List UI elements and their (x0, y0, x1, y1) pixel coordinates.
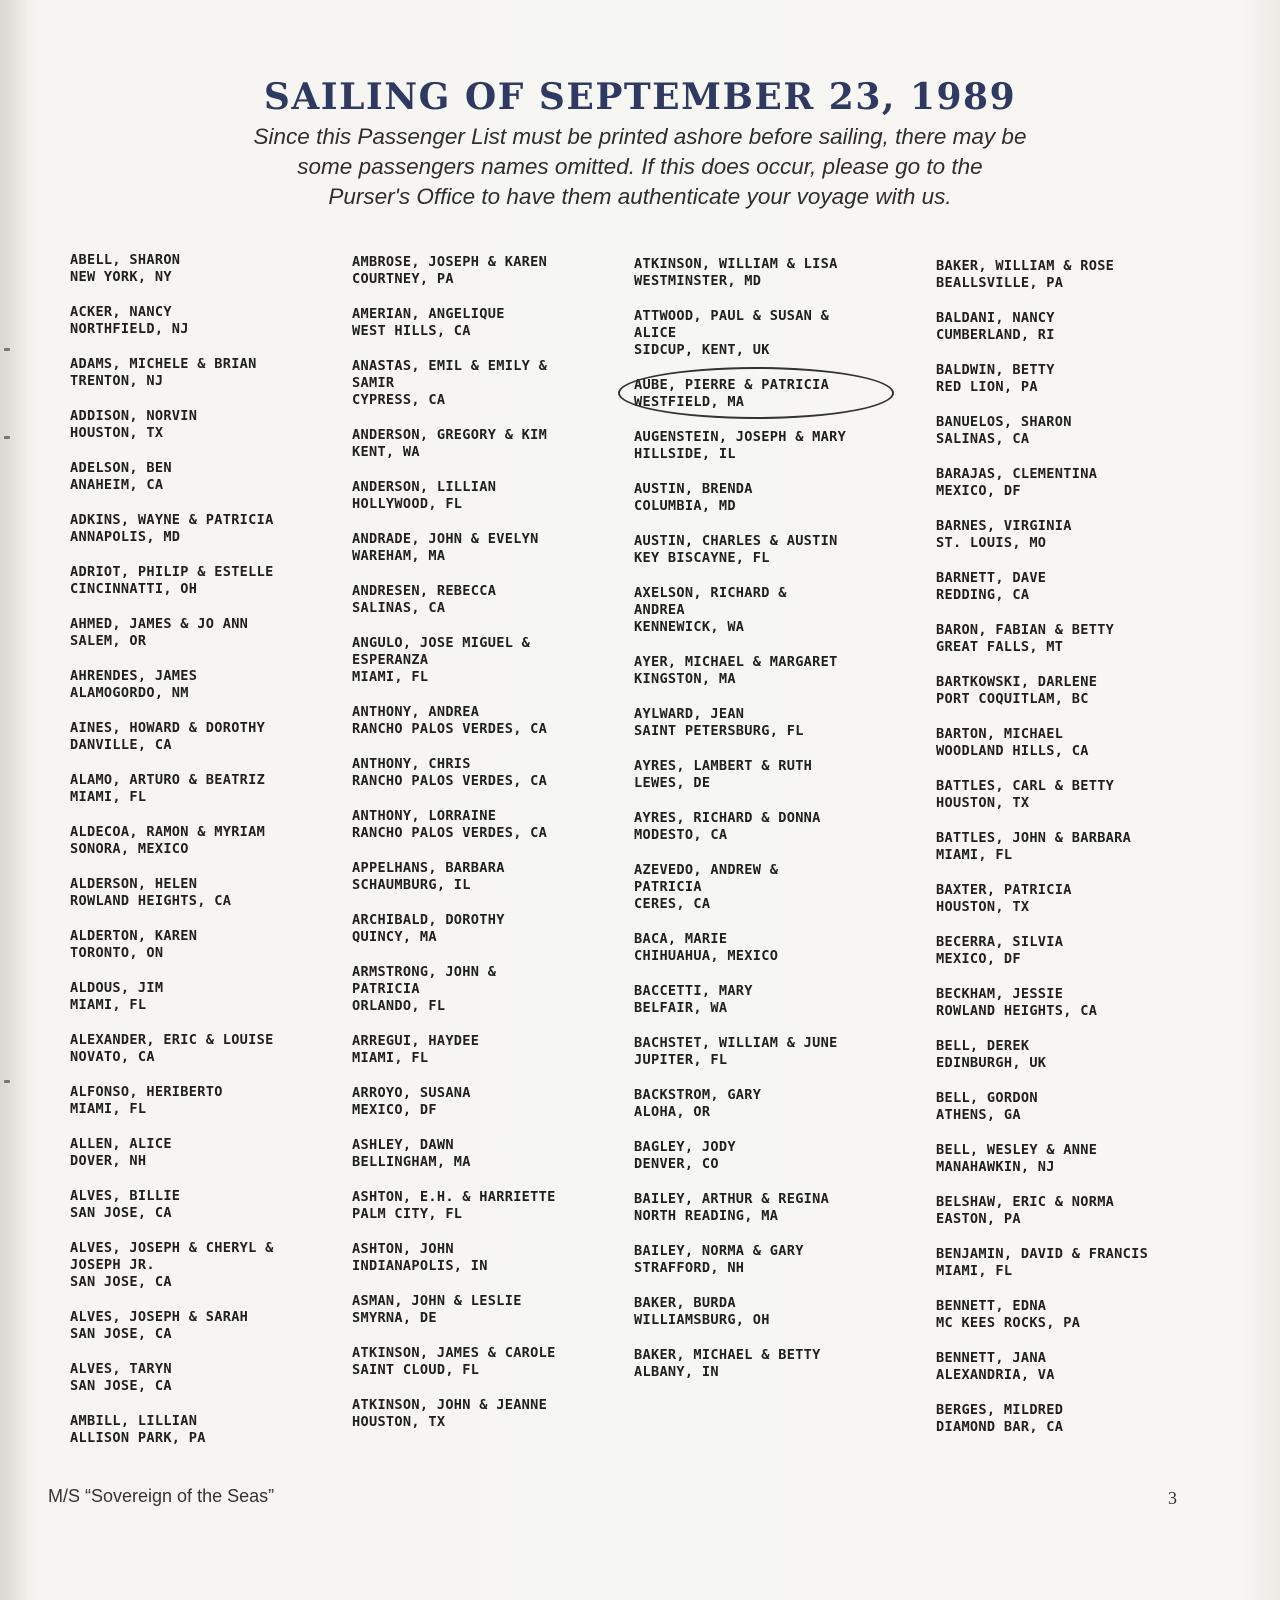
passenger-name: APPELHANS, BARBARA (352, 860, 505, 876)
passenger-name: BARTKOWSKI, DARLENE (936, 674, 1098, 690)
passenger-entry (352, 1137, 652, 1171)
passenger-name: ALVES, TARYN (70, 1361, 172, 1377)
passenger-hometown: MIAMI, FL (70, 789, 147, 805)
passenger-name: ANTHONY, LORRAINE (352, 808, 497, 824)
passenger-entry (936, 1090, 1236, 1124)
passenger-name: ASHTON, E.H. & HARRIETTE (352, 1189, 556, 1205)
passenger-hometown: BEALLSVILLE, PA (936, 275, 1064, 291)
passenger-name: BANUELOS, SHARON (936, 414, 1072, 430)
passenger-hometown: RED LION, PA (936, 379, 1038, 395)
passenger-hometown: SAINT PETERSBURG, FL (634, 723, 804, 739)
passenger-hometown: ANNAPOLIS, MD (70, 529, 181, 545)
passenger-hometown: NORTH READING, MA (634, 1208, 779, 1224)
passenger-hometown: HOUSTON, TX (70, 425, 164, 441)
passenger-hometown: TORONTO, ON (70, 945, 164, 961)
passenger-name: BATTLES, CARL & BETTY (936, 778, 1115, 794)
passenger-name: BAXTER, PATRICIA (936, 882, 1072, 898)
passenger-hometown: MIAMI, FL (352, 669, 429, 685)
passenger-name: BERGES, MILDRED (936, 1402, 1064, 1418)
passenger-entry (936, 1298, 1236, 1332)
passenger-column-1 (70, 252, 370, 1465)
passenger-name: ALDOUS, JIM (70, 980, 164, 996)
passenger-hometown: MIAMI, FL (936, 847, 1013, 863)
passenger-name: AHMED, JAMES & JO ANN (70, 616, 249, 632)
passenger-hometown: ORLANDO, FL (352, 998, 446, 1014)
passenger-entry (936, 1194, 1236, 1228)
passenger-name: BELL, DEREK (936, 1038, 1030, 1054)
passenger-name: ANDRESEN, REBECCA (352, 583, 497, 599)
passenger-entry (70, 1188, 370, 1222)
passenger-entry (936, 570, 1236, 604)
passenger-name: ANGULO, JOSE MIGUEL & (352, 635, 531, 651)
passenger-entry (352, 427, 652, 461)
passenger-hometown: COLUMBIA, MD (634, 498, 736, 514)
passenger-entry (634, 1139, 934, 1173)
passenger-entry (936, 258, 1236, 292)
passenger-columns (0, 252, 1280, 1482)
passenger-hometown: SMYRNA, DE (352, 1310, 437, 1326)
notice-line: some passengers names omitted. If this does occur, please go to the (297, 154, 983, 179)
passenger-hometown: LEWES, DE (634, 775, 711, 791)
passenger-hometown: NEW YORK, NY (70, 269, 172, 285)
passenger-name: ADAMS, MICHELE & BRIAN (70, 356, 257, 372)
passenger-hometown: REDDING, CA (936, 587, 1030, 603)
passenger-name: ANASTAS, EMIL & EMILY & (352, 358, 548, 374)
passenger-hometown: ALOHA, OR (634, 1104, 711, 1120)
passenger-name: BARNES, VIRGINIA (936, 518, 1072, 534)
passenger-hometown: COURTNEY, PA (352, 271, 454, 287)
passenger-entry (70, 564, 370, 598)
passenger-name: ALFONSO, HERIBERTO (70, 1084, 223, 1100)
passenger-hometown: SAINT CLOUD, FL (352, 1362, 480, 1378)
passenger-name: ALVES, JOSEPH & SARAH (70, 1309, 249, 1325)
passenger-entry (936, 362, 1236, 396)
passenger-hometown: NORTHFIELD, NJ (70, 321, 189, 337)
passenger-hometown: WESTMINSTER, MD (634, 273, 762, 289)
passenger-name: ANTHONY, CHRIS (352, 756, 471, 772)
passenger-name: ASHTON, JOHN (352, 1241, 454, 1257)
passenger-name: AXELSON, RICHARD & (634, 585, 787, 601)
passenger-hometown: SAN JOSE, CA (70, 1205, 172, 1221)
passenger-hometown: EASTON, PA (936, 1211, 1021, 1227)
passenger-entry (70, 1240, 370, 1291)
passenger-hometown: ATHENS, GA (936, 1107, 1021, 1123)
passenger-name: AZEVEDO, ANDREW & (634, 862, 779, 878)
passenger-entry (634, 1243, 934, 1277)
passenger-name-continued: ESPERANZA (352, 652, 429, 668)
passenger-hometown: MC KEES ROCKS, PA (936, 1315, 1081, 1331)
passenger-name: ATTWOOD, PAUL & SUSAN & (634, 308, 830, 324)
passenger-hometown: MEXICO, DF (936, 483, 1021, 499)
passenger-hometown: CERES, CA (634, 896, 711, 912)
passenger-hometown: SALINAS, CA (936, 431, 1030, 447)
passenger-name-continued: ALICE (634, 325, 677, 341)
passenger-entry (70, 876, 370, 910)
passenger-hometown: CINCINNATTI, OH (70, 581, 198, 597)
passenger-entry (352, 583, 652, 617)
passenger-hometown: BELFAIR, WA (634, 1000, 728, 1016)
passenger-name: ALVES, BILLIE (70, 1188, 181, 1204)
passenger-hometown: RANCHO PALOS VERDES, CA (352, 721, 548, 737)
passenger-entry (936, 674, 1236, 708)
passenger-entry (936, 466, 1236, 500)
passenger-name: BELL, WESLEY & ANNE (936, 1142, 1098, 1158)
page-title: SAILING OF SEPTEMBER 23, 1989 (263, 76, 1017, 118)
passenger-name-continued: SAMIR (352, 375, 395, 391)
ship-name: M/S “Sovereign of the Seas” (48, 1486, 275, 1506)
passenger-name: ATKINSON, JOHN & JEANNE (352, 1397, 548, 1413)
passenger-entry (352, 1033, 652, 1067)
passenger-entry (70, 824, 370, 858)
page-number: 3 (1168, 1488, 1177, 1508)
passenger-entry (634, 1347, 934, 1381)
passenger-entry (936, 1038, 1236, 1072)
passenger-name: ALAMO, ARTURO & BEATRIZ (70, 772, 266, 788)
passenger-entry (634, 1295, 934, 1329)
passenger-name: BACKSTROM, GARY (634, 1087, 762, 1103)
notice-line: Purser's Office to have them authenticate your voyage with us. (328, 184, 952, 209)
passenger-entry (352, 531, 652, 565)
passenger-name: BARTON, MICHAEL (936, 726, 1064, 742)
passenger-name: BARON, FABIAN & BETTY (936, 622, 1115, 638)
passenger-entry-circled (634, 377, 934, 411)
passenger-hometown: MIAMI, FL (936, 1263, 1013, 1279)
passenger-name: AMERIAN, ANGELIQUE (352, 306, 505, 322)
passenger-hometown: WEST HILLS, CA (352, 323, 471, 339)
passenger-hometown: KENT, WA (352, 444, 420, 460)
passenger-entry (634, 758, 934, 792)
passenger-name: ATKINSON, WILLIAM & LISA (634, 256, 838, 272)
passenger-hometown: INDIANAPOLIS, IN (352, 1258, 488, 1274)
passenger-hometown: SAN JOSE, CA (70, 1378, 172, 1394)
passenger-name: ALDERTON, KAREN (70, 928, 198, 944)
passenger-entry (70, 928, 370, 962)
passenger-hometown: DOVER, NH (70, 1153, 147, 1169)
passenger-entry (70, 356, 370, 390)
passenger-entry (70, 980, 370, 1014)
passenger-name: AUSTIN, BRENDA (634, 481, 753, 497)
passenger-name: ADDISON, NORVIN (70, 408, 198, 424)
passenger-entry (352, 756, 652, 790)
passenger-hometown: ROWLAND HEIGHTS, CA (70, 893, 232, 909)
passenger-entry (70, 1084, 370, 1118)
passenger-hometown: SONORA, MEXICO (70, 841, 189, 857)
passenger-entry (634, 308, 934, 359)
passenger-name: BARNETT, DAVE (936, 570, 1047, 586)
passenger-name: BAKER, MICHAEL & BETTY (634, 1347, 821, 1363)
passenger-entry (352, 1345, 652, 1379)
passenger-name: AYRES, RICHARD & DONNA (634, 810, 821, 826)
passenger-notice (160, 122, 1120, 212)
passenger-name: ANTHONY, ANDREA (352, 704, 480, 720)
passenger-entry (70, 252, 370, 286)
passenger-name: ASHLEY, DAWN (352, 1137, 454, 1153)
passenger-entry (70, 616, 370, 650)
passenger-hometown: ALAMOGORDO, NM (70, 685, 189, 701)
passenger-hometown: SAN JOSE, CA (70, 1326, 172, 1342)
passenger-entry (936, 518, 1236, 552)
passenger-entry (634, 429, 934, 463)
passenger-hometown: BELLINGHAM, MA (352, 1154, 471, 1170)
passenger-entry (936, 1246, 1236, 1280)
passenger-entry (70, 1413, 370, 1447)
passenger-hometown: HOLLYWOOD, FL (352, 496, 463, 512)
passenger-hometown: SIDCUP, KENT, UK (634, 342, 770, 358)
passenger-hometown: MIAMI, FL (70, 1101, 147, 1117)
passenger-entry (70, 1361, 370, 1395)
passenger-entry (634, 862, 934, 913)
passenger-hometown: ALEXANDRIA, VA (936, 1367, 1055, 1383)
passenger-name: BENNETT, JANA (936, 1350, 1047, 1366)
passenger-entry (352, 860, 652, 894)
passenger-name: ADRIOT, PHILIP & ESTELLE (70, 564, 274, 580)
passenger-name: BENJAMIN, DAVID & FRANCIS (936, 1246, 1149, 1262)
passenger-entry (634, 256, 934, 290)
passenger-column-4 (936, 258, 1236, 1454)
passenger-entry (352, 1397, 652, 1431)
passenger-entry (936, 830, 1236, 864)
passenger-hometown: STRAFFORD, NH (634, 1260, 745, 1276)
passenger-entry (936, 414, 1236, 448)
passenger-entry (936, 778, 1236, 812)
passenger-name: ADELSON, BEN (70, 460, 172, 476)
passenger-hometown: CYPRESS, CA (352, 392, 446, 408)
passenger-entry (634, 983, 934, 1017)
passenger-name: BACCETTI, MARY (634, 983, 753, 999)
passenger-hometown: WILLIAMSBURG, OH (634, 1312, 770, 1328)
passenger-entry (352, 635, 652, 686)
passenger-hometown: ROWLAND HEIGHTS, CA (936, 1003, 1098, 1019)
passenger-name: BATTLES, JOHN & BARBARA (936, 830, 1132, 846)
passenger-hometown: CUMBERLAND, RI (936, 327, 1055, 343)
passenger-name-continued: PATRICIA (352, 981, 420, 997)
passenger-name: AMBILL, LILLIAN (70, 1413, 198, 1429)
passenger-name: BAILEY, ARTHUR & REGINA (634, 1191, 830, 1207)
passenger-entry (634, 1087, 934, 1121)
passenger-entry (70, 1309, 370, 1343)
passenger-entry (936, 1402, 1236, 1436)
passenger-entry (936, 934, 1236, 968)
passenger-name-continued: ANDREA (634, 602, 685, 618)
passenger-hometown: WAREHAM, MA (352, 548, 446, 564)
passenger-entry (352, 808, 652, 842)
passenger-name: ALLEN, ALICE (70, 1136, 172, 1152)
passenger-entry (70, 720, 370, 754)
passenger-hometown: PALM CITY, FL (352, 1206, 463, 1222)
passenger-hometown: MANAHAWKIN, NJ (936, 1159, 1055, 1175)
passenger-entry (352, 912, 652, 946)
passenger-entry (352, 964, 652, 1015)
passenger-hometown: HILLSIDE, IL (634, 446, 736, 462)
passenger-entry (634, 1035, 934, 1069)
passenger-hometown: PORT COQUITLAM, BC (936, 691, 1089, 707)
passenger-hometown: QUINCY, MA (352, 929, 437, 945)
passenger-name: ARMSTRONG, JOHN & (352, 964, 497, 980)
passenger-entry (936, 726, 1236, 760)
passenger-hometown: MIAMI, FL (70, 997, 147, 1013)
passenger-entry (634, 810, 934, 844)
passenger-hometown: CHIHUAHUA, MEXICO (634, 948, 779, 964)
passenger-name: BACA, MARIE (634, 931, 728, 947)
passenger-name: ADKINS, WAYNE & PATRICIA (70, 512, 274, 528)
passenger-name-continued: JOSEPH JR. (70, 1257, 155, 1273)
passenger-entry (70, 1032, 370, 1066)
passenger-entry (634, 533, 934, 567)
passenger-name: BAGLEY, JODY (634, 1139, 736, 1155)
passenger-hometown: SALEM, OR (70, 633, 147, 649)
passenger-entry (70, 772, 370, 806)
passenger-entry (70, 1136, 370, 1170)
passenger-hometown: ALBANY, IN (634, 1364, 719, 1380)
passenger-hometown: HOUSTON, TX (352, 1414, 446, 1430)
passenger-hometown: ALLISON PARK, PA (70, 1430, 206, 1446)
passenger-entry (634, 931, 934, 965)
passenger-entry (70, 460, 370, 494)
passenger-hometown: GREAT FALLS, MT (936, 639, 1064, 655)
passenger-name: AUGENSTEIN, JOSEPH & MARY (634, 429, 847, 445)
passenger-entry (352, 358, 652, 409)
passenger-name: BENNETT, EDNA (936, 1298, 1047, 1314)
passenger-name: ALEXANDER, ERIC & LOUISE (70, 1032, 274, 1048)
passenger-hometown: HOUSTON, TX (936, 795, 1030, 811)
passenger-hometown: ANAHEIM, CA (70, 477, 164, 493)
passenger-name: AYER, MICHAEL & MARGARET (634, 654, 838, 670)
passenger-hometown: SAN JOSE, CA (70, 1274, 172, 1290)
passenger-name: ALDECOA, RAMON & MYRIAM (70, 824, 266, 840)
passenger-entry (352, 1293, 652, 1327)
passenger-column-3 (634, 256, 934, 1399)
passenger-name: ANDERSON, LILLIAN (352, 479, 497, 495)
passenger-entry (634, 585, 934, 636)
passenger-name-continued: PATRICIA (634, 879, 702, 895)
passenger-name: ASMAN, JOHN & LESLIE (352, 1293, 522, 1309)
passenger-hometown: MODESTO, CA (634, 827, 728, 843)
passenger-hometown: HOUSTON, TX (936, 899, 1030, 915)
passenger-entry (936, 310, 1236, 344)
passenger-name: AUBE, PIERRE & PATRICIA (634, 377, 830, 393)
passenger-hometown: MEXICO, DF (352, 1102, 437, 1118)
passenger-entry (352, 1085, 652, 1119)
passenger-hometown: NOVATO, CA (70, 1049, 155, 1065)
passenger-entry (634, 706, 934, 740)
passenger-column-2 (352, 254, 652, 1449)
passenger-hometown: KEY BISCAYNE, FL (634, 550, 770, 566)
passenger-name: BELL, GORDON (936, 1090, 1038, 1106)
passenger-name: ACKER, NANCY (70, 304, 172, 320)
passenger-name: AINES, HOWARD & DOROTHY (70, 720, 266, 736)
passenger-entry (352, 1189, 652, 1223)
passenger-hometown: WOODLAND HILLS, CA (936, 743, 1089, 759)
passenger-entry (936, 1142, 1236, 1176)
passenger-entry (634, 481, 934, 515)
passenger-name: ANDRADE, JOHN & EVELYN (352, 531, 539, 547)
passenger-hometown: ST. LOUIS, MO (936, 535, 1047, 551)
passenger-hometown: MIAMI, FL (352, 1050, 429, 1066)
passenger-name: BAKER, WILLIAM & ROSE (936, 258, 1115, 274)
passenger-name: ATKINSON, JAMES & CAROLE (352, 1345, 556, 1361)
passenger-hometown: SALINAS, CA (352, 600, 446, 616)
passenger-name: ABELL, SHARON (70, 252, 181, 268)
passenger-name: BAKER, BURDA (634, 1295, 736, 1311)
passenger-name: ARREGUI, HAYDEE (352, 1033, 480, 1049)
passenger-entry (70, 668, 370, 702)
passenger-name: AUSTIN, CHARLES & AUSTIN (634, 533, 838, 549)
passenger-name: ARCHIBALD, DOROTHY (352, 912, 505, 928)
passenger-name: BAILEY, NORMA & GARY (634, 1243, 804, 1259)
passenger-name: BALDANI, NANCY (936, 310, 1055, 326)
passenger-name: ANDERSON, GREGORY & KIM (352, 427, 548, 443)
passenger-entry (936, 622, 1236, 656)
passenger-entry (936, 986, 1236, 1020)
passenger-name: AYLWARD, JEAN (634, 706, 745, 722)
passenger-name: ALDERSON, HELEN (70, 876, 198, 892)
passenger-entry (352, 254, 652, 288)
passenger-name: AMBROSE, JOSEPH & KAREN (352, 254, 548, 270)
passenger-name: BELSHAW, ERIC & NORMA (936, 1194, 1115, 1210)
passenger-entry (352, 704, 652, 738)
passenger-entry (634, 1191, 934, 1225)
passenger-name: AHRENDES, JAMES (70, 668, 198, 684)
passenger-name: BALDWIN, BETTY (936, 362, 1055, 378)
passenger-name: BECERRA, SILVIA (936, 934, 1064, 950)
passenger-entry (936, 882, 1236, 916)
passenger-name: BECKHAM, JESSIE (936, 986, 1064, 1002)
passenger-hometown: DANVILLE, CA (70, 737, 172, 753)
passenger-entry (634, 654, 934, 688)
passenger-entry (70, 304, 370, 338)
passenger-hometown: MEXICO, DF (936, 951, 1021, 967)
passenger-hometown: RANCHO PALOS VERDES, CA (352, 825, 548, 841)
passenger-name: ARROYO, SUSANA (352, 1085, 471, 1101)
passenger-hometown: SCHAUMBURG, IL (352, 877, 471, 893)
passenger-hometown: JUPITER, FL (634, 1052, 728, 1068)
passenger-hometown: EDINBURGH, UK (936, 1055, 1047, 1071)
passenger-name: BARAJAS, CLEMENTINA (936, 466, 1098, 482)
passenger-name: ALVES, JOSEPH & CHERYL & (70, 1240, 274, 1256)
passenger-hometown: TRENTON, NJ (70, 373, 164, 389)
passenger-entry (936, 1350, 1236, 1384)
passenger-hometown: KINGSTON, MA (634, 671, 736, 687)
passenger-entry (352, 1241, 652, 1275)
passenger-name: AYRES, LAMBERT & RUTH (634, 758, 813, 774)
passenger-hometown: DIAMOND BAR, CA (936, 1419, 1064, 1435)
passenger-entry (352, 479, 652, 513)
passenger-hometown: WESTFIELD, MA (634, 394, 745, 410)
passenger-hometown: RANCHO PALOS VERDES, CA (352, 773, 548, 789)
passenger-hometown: KENNEWICK, WA (634, 619, 745, 635)
passenger-name: BACHSTET, WILLIAM & JUNE (634, 1035, 838, 1051)
passenger-entry (70, 512, 370, 546)
notice-line: Since this Passenger List must be printed ashore before sailing, there may be (253, 124, 1027, 149)
passenger-entry (352, 306, 652, 340)
passenger-entry (70, 408, 370, 442)
passenger-hometown: DENVER, CO (634, 1156, 719, 1172)
